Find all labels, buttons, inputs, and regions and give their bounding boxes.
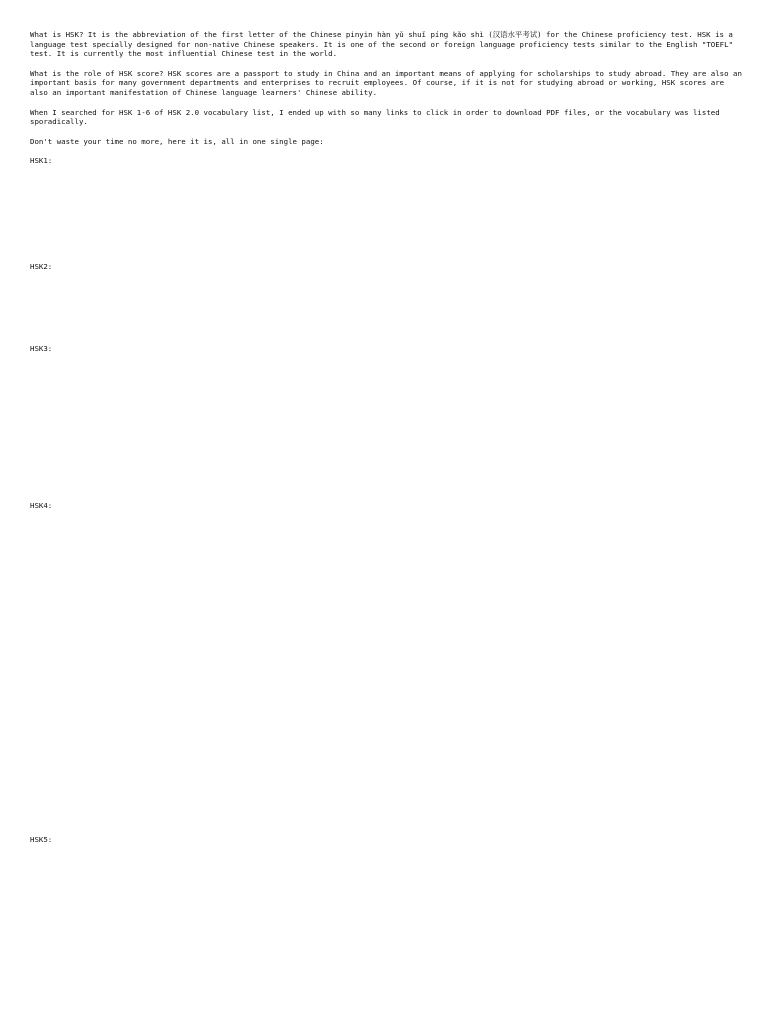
intro-paragraph-search-story: When I searched for HSK 1-6 of HSK 2.0 vocabulary list, I ended up with so many links to click in order to download PDF files, or the vocabulary was listed sporadically. (30, 107, 720, 127)
hsk3-heading: HSK3: (30, 343, 53, 353)
hsk2-word-list (30, 272, 742, 344)
hsk5-section (30, 835, 742, 955)
hsk1-section (30, 156, 742, 262)
hsk1-word-list (30, 166, 742, 262)
intro-paragraph-role-of-hsk: What is the role of HSK score? HSK scores are a passport to study in China and an important means of applying for scholarships to study abroad. They are also an important basis for many government departments and enterprises to recruit employees. Of course, if it is not for studying abroad or working, HSK scores are also an important manifestation of Chinese language learners' Chinese ability. (30, 68, 742, 97)
intro-paragraph-what-is-hsk: What is HSK? It is the abbreviation of the first letter of the Chinese pinyin hàn yǔ shuǐ píng kǎo shì (汉语水平考试) for the Chinese proficiency test. HSK is a language test specially designed for non-native Chinese speakers. It is one of the second or foreign language proficiency tests similar to the English "TOEFL" test. It is currently the most influential Chinese test in the world. (30, 30, 734, 59)
hsk2-heading: HSK2: (30, 261, 53, 271)
hsk3-section (30, 344, 742, 502)
document-page (30, 30, 742, 954)
hsk2-section (30, 262, 742, 344)
hsk5-word-list (30, 844, 742, 954)
hsk4-word-list (30, 511, 742, 835)
hsk4-section (30, 501, 742, 835)
hsk4-heading: HSK4: (30, 501, 53, 511)
intro-paragraph-single-page: Don't waste your time no more, here it is, all in one single page: (30, 136, 324, 146)
hsk3-word-list (30, 353, 742, 501)
hsk5-heading: HSK5: (30, 834, 53, 844)
hsk1-heading: HSK1: (30, 156, 53, 166)
